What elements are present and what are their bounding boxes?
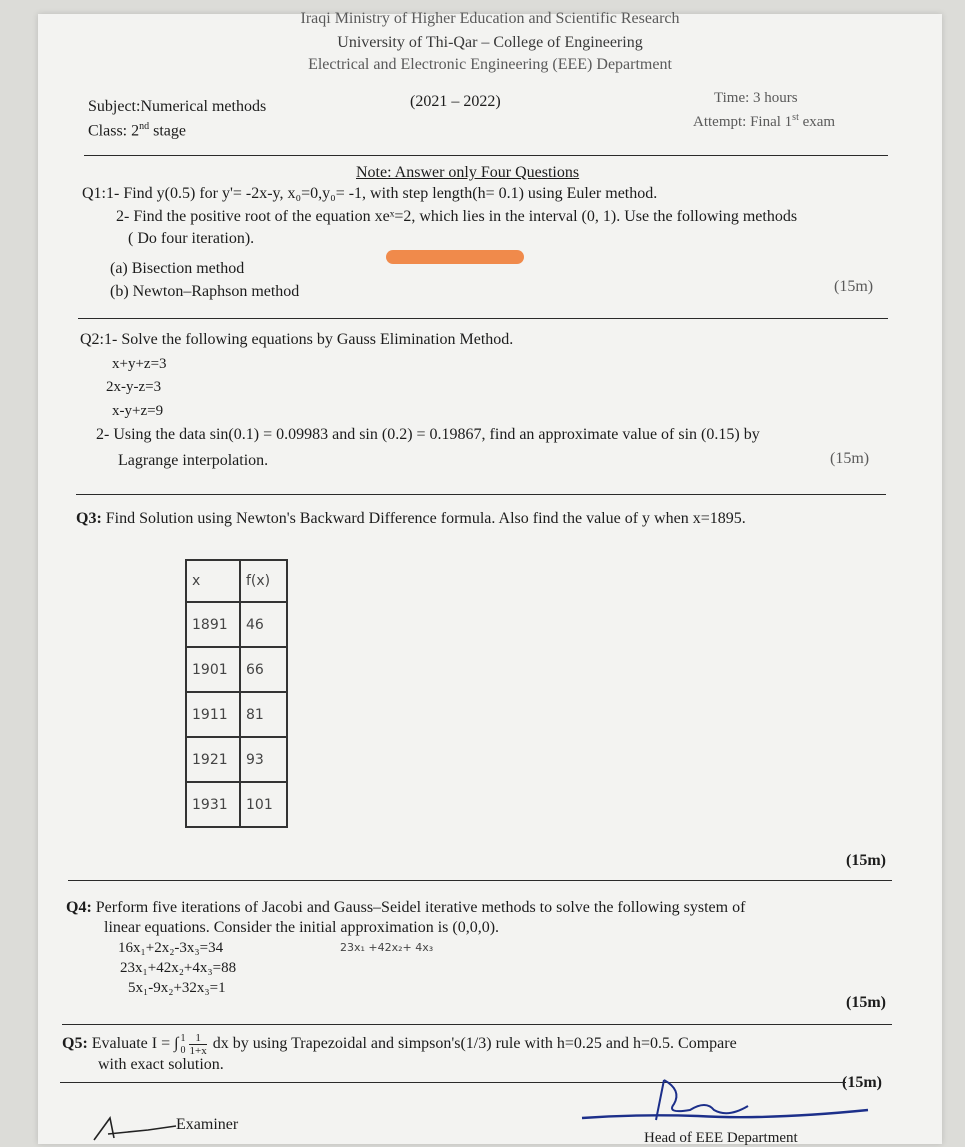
examiner-signature: [88, 1108, 178, 1144]
q3-marks: (15m): [846, 852, 886, 869]
q4-eq3: 5x₁-9x₂+32x₃=1: [128, 980, 226, 996]
q2-eq3: x-y+z=9: [112, 403, 164, 419]
attempt-rest: exam: [798, 114, 836, 130]
department-line: Electrical and Electronic Engineering (EEE) Department: [308, 56, 672, 73]
fraction-numerator: 1: [189, 1032, 206, 1045]
exam-sheet: [38, 10, 942, 1146]
attempt-text: Attempt: Final 1: [693, 114, 793, 130]
q2-eq2: 2x-y-z=3: [106, 379, 162, 395]
q4-body1: Perform five iterations of Jacobi and Gauss–Seidel iterative methods to solve the following system of: [91, 899, 746, 916]
q4-text1: [66, 899, 745, 917]
table-header-fx: f(x): [240, 560, 287, 602]
q2-marks: (15m): [830, 450, 870, 467]
q5-marks: (15m): [842, 1074, 882, 1091]
q1-divider: [78, 318, 888, 319]
upper-limit: 1: [180, 1032, 186, 1044]
table-header-x: x: [186, 560, 240, 602]
q1-option-b: (b) Newton–Raphson method: [110, 283, 300, 300]
q3-label: Q3:: [76, 510, 102, 527]
table-cell-x: 1891: [186, 602, 240, 647]
q2-part2: 2- Using the data sin(0.1) = 0.09983 and sin (0.2) = 0.19867, find an approximate value of sin (0.15) by: [96, 426, 760, 443]
q1-part1-text: 1- Find y(0.5) for y'= -2x-y, x₀=0,y₀= -1, with step length(h= 0.1) using Euler method.: [106, 185, 658, 202]
q2-divider: [76, 494, 886, 495]
table-row: [186, 737, 287, 782]
table-cell-x: 1921: [186, 737, 240, 782]
orange-highlight-mark: [386, 250, 524, 264]
q5-pre: Evaluate I = ∫: [87, 1035, 179, 1053]
header-divider: [84, 155, 888, 156]
table-cell-x: 1931: [186, 782, 240, 827]
table-cell-x: 1901: [186, 647, 240, 692]
q4-divider: [62, 1024, 892, 1025]
q5-line2: with exact solution.: [98, 1056, 224, 1073]
table-cell-x: 1911: [186, 692, 240, 737]
q2-eq1: x+y+z=3: [112, 356, 167, 372]
table-row: [186, 647, 287, 692]
examiner-label: Examiner: [176, 1116, 239, 1133]
q3-body: Find Solution using Newton's Backward Difference formula. Also find the value of y when x=1895.: [101, 510, 746, 527]
time-label: Time: 3 hours: [714, 90, 798, 106]
q4-eq1: 16x₁+2x₂-3x₃=34: [118, 940, 224, 956]
table-row: [186, 692, 287, 737]
attempt-label: [693, 112, 835, 131]
integrand-fraction: [189, 1032, 206, 1057]
fraction-denominator: 1+x: [189, 1045, 207, 1057]
table-cell-fx: 81: [240, 692, 287, 737]
table-row: [186, 602, 287, 647]
attempt-sup: st: [792, 112, 799, 123]
q2-part1-text: 1- Solve the following equations by Gauss Elimination Method.: [104, 331, 514, 348]
class-label: [88, 121, 186, 140]
q5-post: dx by using Trapezoidal and simpson's(1/3) rule with h=0.25 and h=0.5. Compare: [208, 1035, 737, 1053]
table-header-row: [186, 560, 287, 602]
q1-part2: 2- Find the positive root of the equation xeˣ=2, which lies in the interval (0, 1). Use the following methods: [116, 208, 798, 225]
q5-line1: [62, 1032, 737, 1057]
q1-marks: (15m): [834, 278, 874, 295]
q2-part1: [80, 331, 513, 349]
q3-divider: [68, 880, 892, 881]
q4-label: Q4:: [66, 899, 92, 916]
table-cell-fx: 101: [240, 782, 287, 827]
subject-label: Subject:Numerical methods: [88, 98, 267, 115]
q4-handwritten-note: 23x₁ +42x₂+ 4x₃: [340, 941, 434, 954]
class-rest: stage: [149, 122, 186, 140]
university-line: University of Thi-Qar – College of Engineering: [337, 34, 643, 51]
q4-text2: linear equations. Consider the initial approximation is (0,0,0).: [104, 919, 500, 936]
table-cell-fx: 93: [240, 737, 287, 782]
ministry-line: Iraqi Ministry of Higher Education and Scientific Research: [300, 10, 680, 27]
table-cell-fx: 46: [240, 602, 287, 647]
class-text: Class: 2: [88, 122, 140, 140]
table-row: [186, 782, 287, 827]
note-text: Note: Answer only Four Questions: [356, 164, 580, 181]
head-label: Head of EEE Department: [644, 1130, 798, 1146]
class-sup: nd: [139, 121, 150, 132]
q5-label: Q5:: [62, 1035, 88, 1053]
integral-limits: [180, 1033, 185, 1057]
table-cell-fx: 66: [240, 647, 287, 692]
lower-limit: 0: [180, 1044, 186, 1056]
q2-part2b: Lagrange interpolation.: [118, 452, 269, 469]
q3-data-table: [185, 559, 288, 828]
q1-part2b: ( Do four iteration).: [128, 230, 255, 247]
q3-text: [76, 510, 746, 528]
academic-year: (2021 – 2022): [410, 93, 501, 110]
q1-part1: [82, 185, 657, 203]
q2-label: Q2:: [80, 331, 104, 348]
q1-option-a: (a) Bisection method: [110, 260, 245, 277]
q4-marks: (15m): [846, 994, 886, 1011]
q4-eq2: 23x₁+42x₂+4x₃=88: [120, 960, 237, 976]
q1-label: Q1:: [82, 185, 106, 202]
